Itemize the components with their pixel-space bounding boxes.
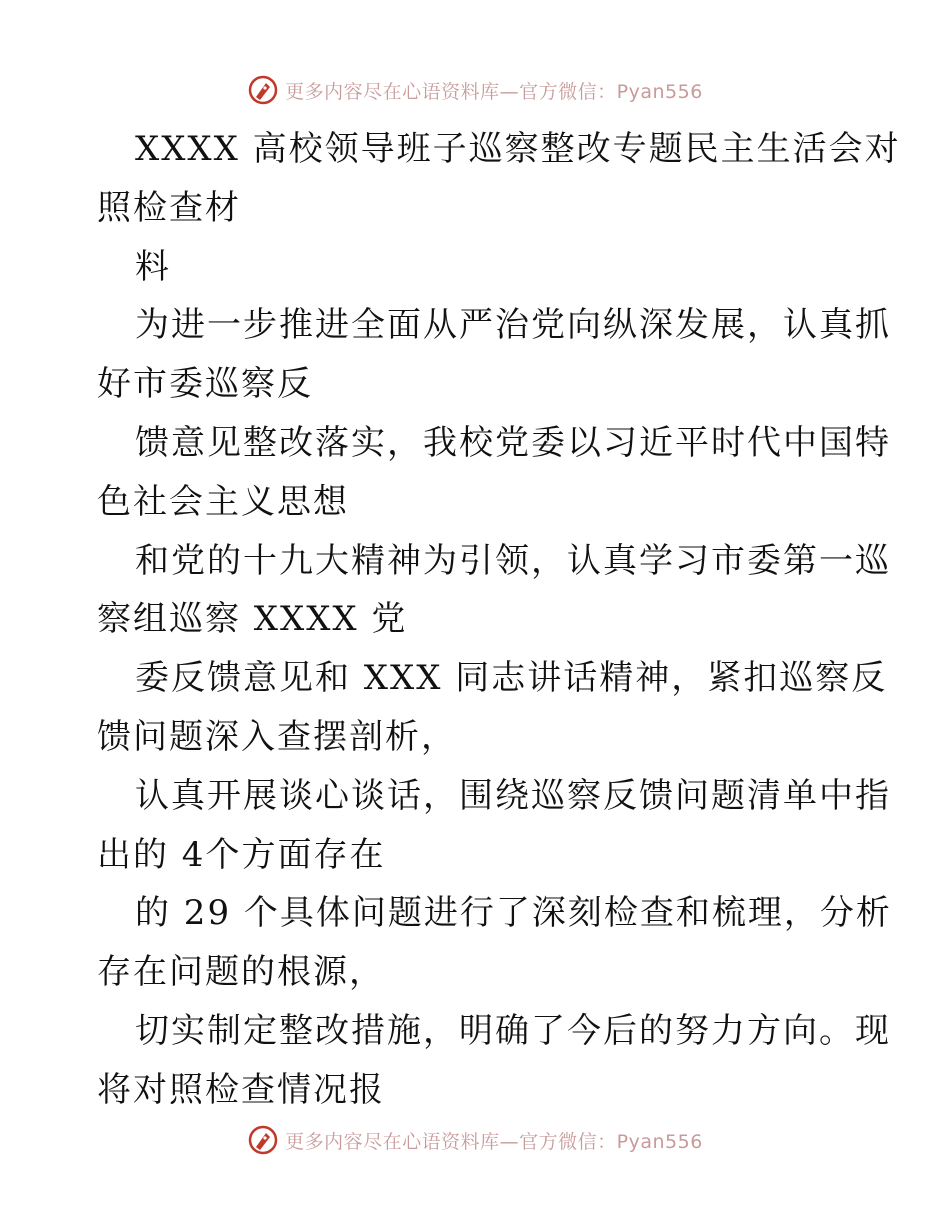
watermark-text: 更多内容尽在心语资料库—官方微信：Pyan556: [285, 1130, 703, 1153]
text-line: 委反馈意见和 XXX 同志讲话精神，紧扣巡察反: [135, 658, 888, 699]
watermark-footer: [0, 1120, 950, 1160]
text-line: 将对照检查情况报: [97, 1069, 385, 1110]
text-line: XXXX 高校领导班子巡察整改专题民主生活会对: [135, 129, 901, 169]
watermark-header: [0, 70, 950, 110]
text-line: 存在问题的根源，: [97, 952, 385, 993]
pen-nib-circle-icon: [247, 74, 279, 106]
text-line: 出的 4个方面存在: [97, 834, 386, 875]
text-line: 馈问题深入查摆剖析，: [97, 716, 457, 757]
text-line: 色社会主义思想: [97, 481, 349, 522]
text-line: 察组巡察 XXXX 党: [97, 599, 408, 640]
text-line: 好市委巡察反: [97, 364, 313, 405]
text-line: 料: [135, 246, 171, 287]
watermark-text: 更多内容尽在心语资料库—官方微信：Pyan556: [285, 80, 703, 103]
pen-nib-circle-icon: [247, 1124, 279, 1156]
text-line: 照检查材: [97, 187, 241, 228]
text-line: 为进一步推进全面从严治党向纵深发展，认真抓: [135, 305, 891, 346]
text-line: 切实制定整改措施，明确了今后的努力方向。现: [135, 1010, 891, 1051]
text-line: 的 29 个具体问题进行了深刻检查和梳理，分析: [135, 893, 892, 934]
text-line: 和党的十九大精神为引领，认真学习市委第一巡: [135, 540, 891, 581]
text-line: 认真开展谈心谈话，围绕巡察反馈问题清单中指: [135, 775, 891, 816]
text-line: 馈意见整改落实，我校党委以习近平时代中国特: [135, 422, 891, 463]
document-body: [97, 120, 901, 1120]
